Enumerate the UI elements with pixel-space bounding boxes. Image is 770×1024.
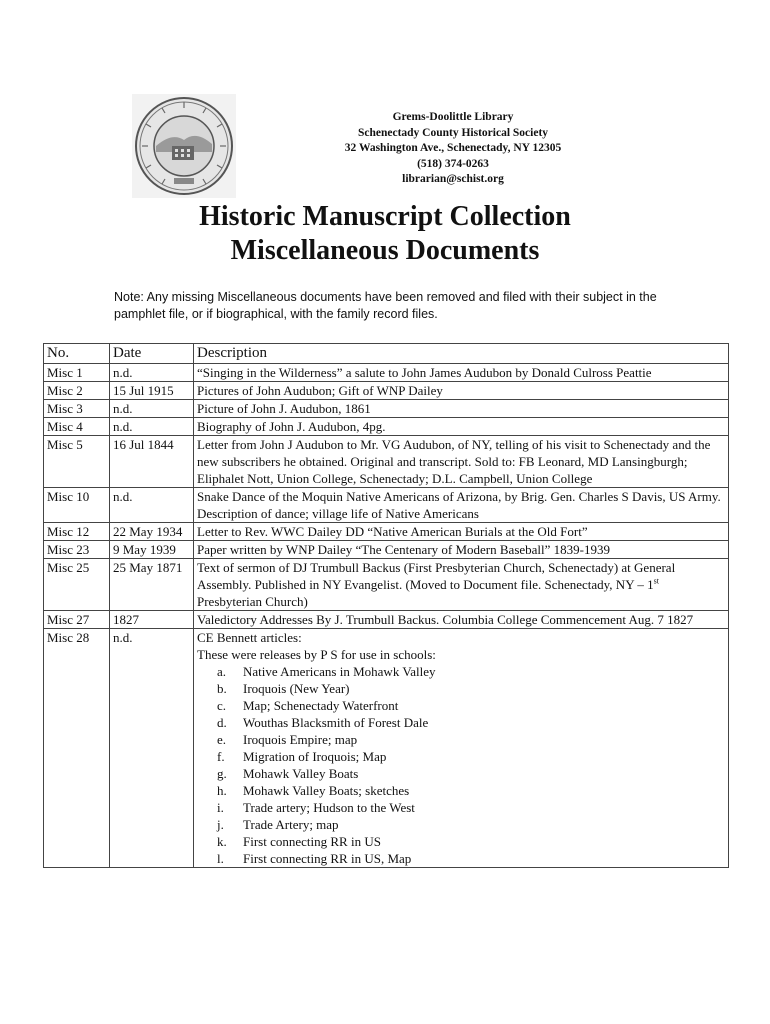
table-row xyxy=(44,559,729,611)
row-description: Biography of John J. Audubon, 4pg. xyxy=(194,418,729,436)
item-letter: h. xyxy=(217,783,227,798)
item-text: Map; Schenectady Waterfront xyxy=(243,698,399,713)
item-letter: a. xyxy=(217,664,227,679)
item-letter: d. xyxy=(217,715,227,730)
description-tail: Presbyterian Church) xyxy=(197,594,308,609)
title-line-1: Historic Manuscript Collection xyxy=(199,201,571,232)
row-no: Misc 27 xyxy=(44,611,110,629)
item-text: Migration of Iroquois; Map xyxy=(243,749,387,764)
header-description: Description xyxy=(194,344,729,364)
row-date: n.d. xyxy=(110,488,194,523)
article-list xyxy=(197,663,725,867)
row-no: Misc 25 xyxy=(44,559,110,611)
row-no: Misc 5 xyxy=(44,436,110,488)
item-text: First connecting RR in US xyxy=(243,834,381,849)
item-letter: i. xyxy=(217,800,224,815)
row-description: Letter to Rev. WWC Dailey DD “Native American Burials at the Old Fort” xyxy=(194,523,729,541)
row-date: 15 Jul 1915 xyxy=(110,382,194,400)
description-text: Text of sermon of DJ Trumbull Backus (First Presbyterian Church, Schenectady) at General Assembly. Published in NY Evangelist. (Moved to Document file. Schenectady, NY – 1 xyxy=(197,560,676,592)
item-letter: k. xyxy=(217,834,227,849)
row-date: 16 Jul 1844 xyxy=(110,436,194,488)
letterhead xyxy=(300,110,606,188)
item-letter: b. xyxy=(217,681,227,696)
header-no: No. xyxy=(44,344,110,364)
item-text: Trade Artery; map xyxy=(243,817,339,832)
table-row xyxy=(44,629,729,868)
description-intro: CE Bennett articles: xyxy=(197,630,302,645)
row-no: Misc 12 xyxy=(44,523,110,541)
header-date: Date xyxy=(110,344,194,364)
row-no: Misc 23 xyxy=(44,541,110,559)
title-line-2: Miscellaneous Documents xyxy=(230,235,540,266)
list-item xyxy=(217,765,725,782)
row-description xyxy=(194,559,729,611)
row-date: 25 May 1871 xyxy=(110,559,194,611)
description-subintro: These were releases by P S for use in schools: xyxy=(197,647,436,662)
list-item xyxy=(217,680,725,697)
street-address: 32 Washington Ave., Schenectady, NY 12305 xyxy=(344,142,562,154)
list-item xyxy=(217,663,725,680)
row-date: n.d. xyxy=(110,418,194,436)
row-no: Misc 10 xyxy=(44,488,110,523)
table-row xyxy=(44,436,729,488)
row-date: n.d. xyxy=(110,400,194,418)
item-letter: f. xyxy=(217,749,225,764)
list-item xyxy=(217,799,725,816)
ordinal-superscript: st xyxy=(653,576,659,586)
row-description: Snake Dance of the Moquin Native Americans of Arizona, by Brig. Gen. Charles S Davis, US Army. Description of dance; village life of Native Americans xyxy=(194,488,729,523)
phone-number: (518) 374-0263 xyxy=(417,157,489,170)
table-row xyxy=(44,418,729,436)
row-date: 22 May 1934 xyxy=(110,523,194,541)
table-row xyxy=(44,382,729,400)
row-no: Misc 2 xyxy=(44,382,110,400)
row-date: n.d. xyxy=(110,364,194,382)
list-item xyxy=(217,816,725,833)
item-text: Iroquois Empire; map xyxy=(243,732,358,747)
row-description: Paper written by WNP Dailey “The Centenary of Modern Baseball” 1839-1939 xyxy=(194,541,729,559)
row-date: n.d. xyxy=(110,629,194,868)
documents-table xyxy=(43,343,729,868)
list-item xyxy=(217,714,725,731)
list-item xyxy=(217,731,725,748)
list-item xyxy=(217,782,725,799)
row-date: 9 May 1939 xyxy=(110,541,194,559)
item-text: Trade artery; Hudson to the West xyxy=(243,800,415,815)
list-item xyxy=(217,850,725,867)
row-description: Letter from John J Audubon to Mr. VG Audubon, of NY, telling of his visit to Schenectady and the new subscribers he obtained. Original and transcript. Sold to: FB Leonard, MD Lansingburgh; Eliphalet Nott, Union College, Schenectady; D.L. Campbell, Union College xyxy=(194,436,729,488)
table-row xyxy=(44,400,729,418)
row-description xyxy=(194,629,729,868)
row-no: Misc 3 xyxy=(44,400,110,418)
row-no: Misc 1 xyxy=(44,364,110,382)
list-item xyxy=(217,833,725,850)
document-title xyxy=(0,200,770,268)
row-no: Misc 28 xyxy=(44,629,110,868)
table-row xyxy=(44,541,729,559)
item-text: Mohawk Valley Boats xyxy=(243,766,359,781)
item-letter: g. xyxy=(217,766,227,781)
item-text: Native Americans in Mohawk Valley xyxy=(243,664,436,679)
row-no: Misc 4 xyxy=(44,418,110,436)
table-row xyxy=(44,364,729,382)
row-description: “Singing in the Wilderness” a salute to John James Audubon by Donald Culross Peattie xyxy=(194,364,729,382)
society-name: Schenectady County Historical Society xyxy=(357,126,549,139)
row-description: Pictures of John Audubon; Gift of WNP Dailey xyxy=(194,382,729,400)
item-letter: j. xyxy=(217,817,224,832)
society-seal-logo xyxy=(132,94,236,198)
item-text: First connecting RR in US, Map xyxy=(243,851,412,866)
list-item xyxy=(217,697,725,714)
table-row xyxy=(44,523,729,541)
library-name: Grems-Doolittle Library xyxy=(392,111,514,123)
row-date: 1827 xyxy=(110,611,194,629)
item-text: Mohawk Valley Boats; sketches xyxy=(243,783,410,798)
item-text: Iroquois (New Year) xyxy=(243,681,350,696)
item-letter: l. xyxy=(217,851,224,866)
email-address: librarian@schist.org xyxy=(402,173,504,185)
table-row xyxy=(44,488,729,523)
row-description: Valedictory Addresses By J. Trumbull Backus. Columbia College Commencement Aug. 7 1827 xyxy=(194,611,729,629)
item-letter: c. xyxy=(217,698,227,713)
table-header-row xyxy=(44,344,729,364)
item-letter: e. xyxy=(217,732,227,747)
item-text: Wouthas Blacksmith of Forest Dale xyxy=(243,715,429,730)
row-description: Picture of John J. Audubon, 1861 xyxy=(194,400,729,418)
list-item xyxy=(217,748,725,765)
note-paragraph: Note: Any missing Miscellaneous documents have been removed and filed with their subject in the pamphlet file, or if biographical, with the family record files. xyxy=(114,290,657,321)
table-row xyxy=(44,611,729,629)
